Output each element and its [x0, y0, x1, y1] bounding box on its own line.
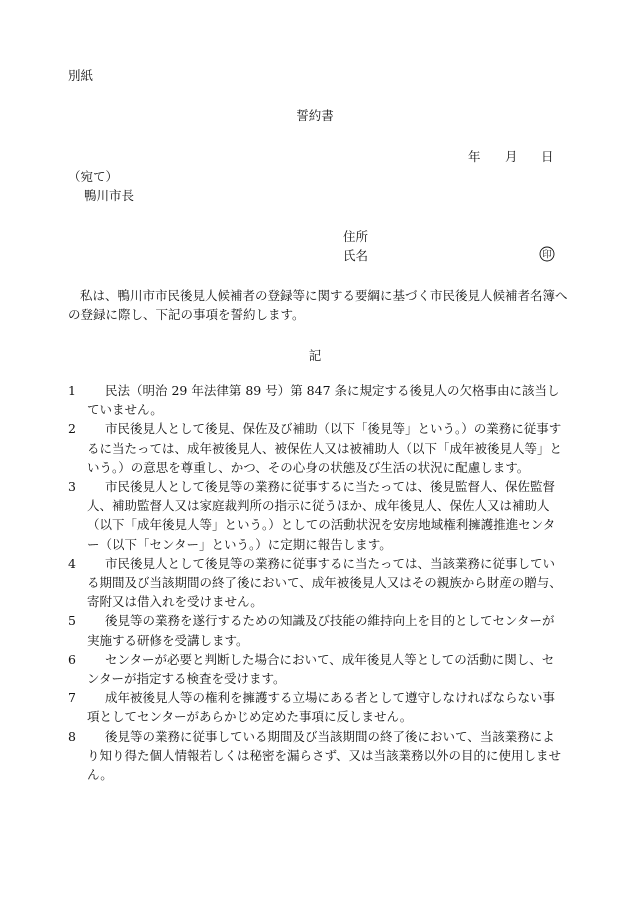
pledge-number: 7 — [68, 690, 76, 706]
year-label: 年 — [468, 149, 481, 164]
pledge-list — [68, 381, 566, 784]
pledge-item — [68, 554, 566, 612]
seal-char: 印 — [542, 249, 552, 261]
pledge-text: 民法（明治 29 年法律第 89 号）第 847 条に規定する後見人の欠格事由に該当していません。 — [87, 383, 560, 418]
recipient-name: 鴨川市長 — [84, 188, 135, 203]
seal-icon — [539, 246, 555, 262]
month-label: 月 — [505, 149, 518, 164]
pledge-text: 後見等の業務を遂行するための知識及び技能の維持向上を目的としてセンターが実施する研修を受講します。 — [87, 613, 555, 648]
address-label: 住所 — [343, 229, 369, 244]
pledge-number: 1 — [68, 383, 76, 398]
day-label: 日 — [541, 149, 554, 164]
pledge-item — [68, 477, 566, 554]
addressee-label: （宛て） — [68, 169, 119, 184]
pledge-item — [68, 650, 566, 688]
document-title: 誓約書 — [296, 108, 334, 123]
pledge-text: 後見等の業務に従事している期間及び当該期間の終了後において、当該業務により知り得た個人情報若しくは秘密を漏らさず、又は当該業務以外の目的に使用しません。 — [87, 728, 562, 783]
name-label: 氏名 — [343, 248, 369, 263]
pledge-number: 6 — [68, 651, 76, 667]
pledge-item — [68, 727, 566, 785]
pledge-item — [68, 381, 566, 419]
pledge-item — [68, 688, 566, 726]
pledge-text: 市民後見人として後見等の業務に従事するに当たっては、後見監督人、保佐監督人、補助監督人又は家庭裁判所の指示に従うほか、成年後見人、保佐人又は補助人（以下「成年後見人等」という。）としての活動状況を安房地域権利擁護推進センター（以下「センター」という。）に定期に報告します。 — [87, 479, 556, 552]
pledge-number: 4 — [68, 555, 76, 571]
pledge-text: 成年被後見人等の権利を擁護する立場にある者として遵守しなければならない事項としてセンターがあらかじめ定めた事項に反しません。 — [87, 690, 556, 725]
pledge-number: 5 — [68, 613, 76, 629]
attachment-label: 別紙 — [68, 68, 94, 83]
ki-heading: 記 — [308, 348, 322, 363]
pledge-item — [68, 419, 566, 477]
pledge-text: センターが必要と判断した場合において、成年後見人等としての活動に関し、センターが指定する検査を受けます。 — [87, 651, 555, 687]
pledge-text: 市民後見人として後見等の業務に従事するに当たっては、当該業務に従事している期間及び当該期間の終了後において、成年被後見人又はその親族から財産の贈与、寄附又は借入れを受けません。 — [87, 555, 562, 610]
intro-paragraph: 私は、鴨川市市民後見人候補者の登録等に関する要綱に基づく市民後見人候補者名簿への登録に際し、下記の事項を誓約します。 — [68, 288, 568, 322]
pledge-number: 8 — [68, 728, 76, 744]
pledge-item — [68, 611, 566, 649]
pledge-number: 3 — [68, 479, 76, 495]
pledge-number: 2 — [68, 421, 76, 437]
pledge-text: 市民後見人として後見、保佐及び補助（以下「後見等」という。）の業務に従事するに当たっては、成年被後見人、被保佐人又は被補助人（以下「成年被後見人等」という。）の意思を尊重し、かつ、その心身の状態及び生活の状況に配慮します。 — [87, 421, 563, 475]
